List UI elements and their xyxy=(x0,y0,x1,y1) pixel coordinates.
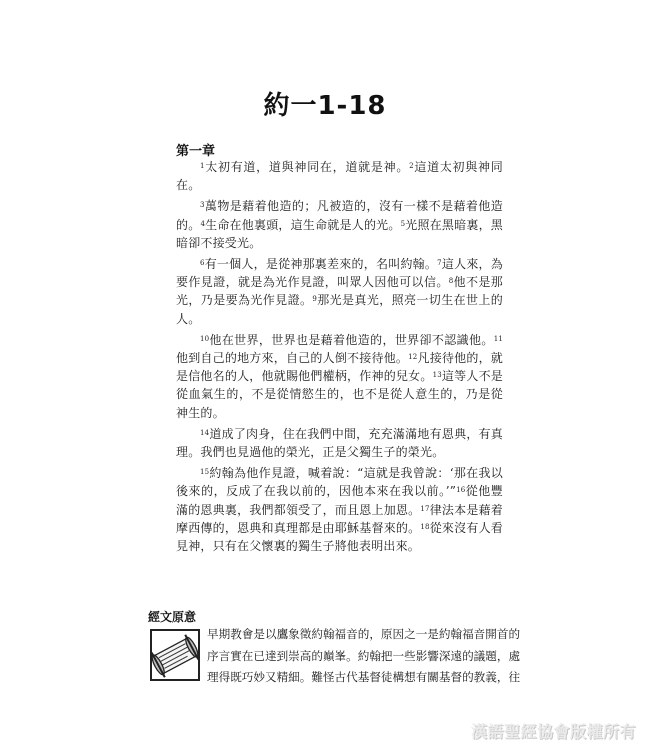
verse-text: 他在世界，世界也是藉着他造的，世界卻不認識他。 xyxy=(209,332,494,347)
verse-number: 8 xyxy=(448,277,454,286)
intro-line: 理得既巧妙又精細。難怪古代基督徒構想有關基督的教義，往 xyxy=(207,670,521,684)
verse-number: 3 xyxy=(200,201,205,210)
verse-number: 14 xyxy=(200,428,210,437)
verse-number: 1 xyxy=(200,162,205,170)
verse-number: 11 xyxy=(493,334,503,343)
intro-line: 序言實在已達到崇高的巔峯。約翰把一些影響深遠的議題，處 xyxy=(207,648,521,663)
verse-text: 生命在他裏頭，這生命就是人的光。 xyxy=(205,217,401,232)
verse-text: 有一個人，是從神那裏差來的，名叫約翰。 xyxy=(204,257,438,272)
intro-text xyxy=(207,624,521,689)
verse-number: 13 xyxy=(432,371,442,380)
verse-number: 9 xyxy=(312,295,318,304)
scripture-paragraph xyxy=(176,158,503,194)
verse-number: 17 xyxy=(420,504,430,513)
verse-text: 這人來，為要作見證，就是為光作見證，叫眾人因他可以信。 xyxy=(176,257,503,290)
verse-text: 太初有道，道與神同在，道就是神。 xyxy=(204,160,410,174)
chapter-heading: 第一章 xyxy=(176,144,216,159)
verse-text: 凡接待他的，就是信他名的人，他就賜他們權柄，作神的兒女。 xyxy=(176,351,503,384)
verse-text: 萬物是藉着他造的；凡被造的，沒有一樣不是藉着他造的。 xyxy=(176,199,503,232)
scripture-paragraph xyxy=(176,425,503,461)
scripture-paragraph xyxy=(176,197,503,252)
section-heading: 經文原意 xyxy=(148,610,197,624)
verse-text: 這等人不是從血氣生的，不是從情慾生的，也不是從人意生的，乃是從神生的。 xyxy=(176,369,503,420)
scripture-paragraph xyxy=(176,464,503,555)
scroll-icon xyxy=(150,629,200,681)
verse-text: 律法本是藉着摩西傳的，恩典和真理都是由耶穌基督來的。 xyxy=(176,502,503,535)
verse-text: 從他豐滿的恩典裏，我們都領受了，而且恩上加恩。 xyxy=(176,484,503,517)
verse-number: 18 xyxy=(420,522,430,531)
scripture-paragraph xyxy=(176,255,503,328)
verse-number: 15 xyxy=(200,468,210,477)
verse-text: 他不是那光，乃是要為光作見證。 xyxy=(176,275,503,308)
verse-text: 光照在黑暗裏，黑暗卻不接受光。 xyxy=(176,217,503,250)
verse-text: 他到自己的地方來，自己的人倒不接待他。 xyxy=(176,351,409,366)
scripture-paragraph xyxy=(176,331,503,422)
verse-text: 那光是真光，照亮一切生在世上的人。 xyxy=(176,293,503,326)
passage-title: 約一1-18 xyxy=(263,91,387,121)
verse-number: 12 xyxy=(408,353,418,362)
verse-number: 2 xyxy=(409,162,414,170)
intro-line: 早期教會是以鷹象徵約翰福音的，原因之一是約翰福音開首的 xyxy=(207,627,521,641)
verse-number: 7 xyxy=(437,259,442,268)
verse-text: 這道太初與神同在。 xyxy=(176,160,503,193)
verse-text: 約翰為他作見證，喊着說：“這就是我曾說：‘那在我以後來的，反成了在我以前的，因他本來在我以前。’” xyxy=(176,466,503,499)
verse-text: 道成了肉身，住在我們中間，充充滿滿地有恩典，有真理。我們也見過他的榮光，正是父獨生子的榮光。 xyxy=(176,426,503,460)
verse-text: 從來沒有人看見神，只有在父懷裏的獨生子將他表明出來。 xyxy=(176,520,503,554)
verse-number: 6 xyxy=(200,259,205,268)
verse-number: 10 xyxy=(200,334,210,343)
verse-number: 16 xyxy=(456,486,466,495)
verse-number: 4 xyxy=(200,219,206,228)
verse-number: 5 xyxy=(400,219,406,228)
copyright-watermark: 漢語聖經協會版權所有 xyxy=(470,722,636,741)
scripture-text xyxy=(176,158,503,558)
